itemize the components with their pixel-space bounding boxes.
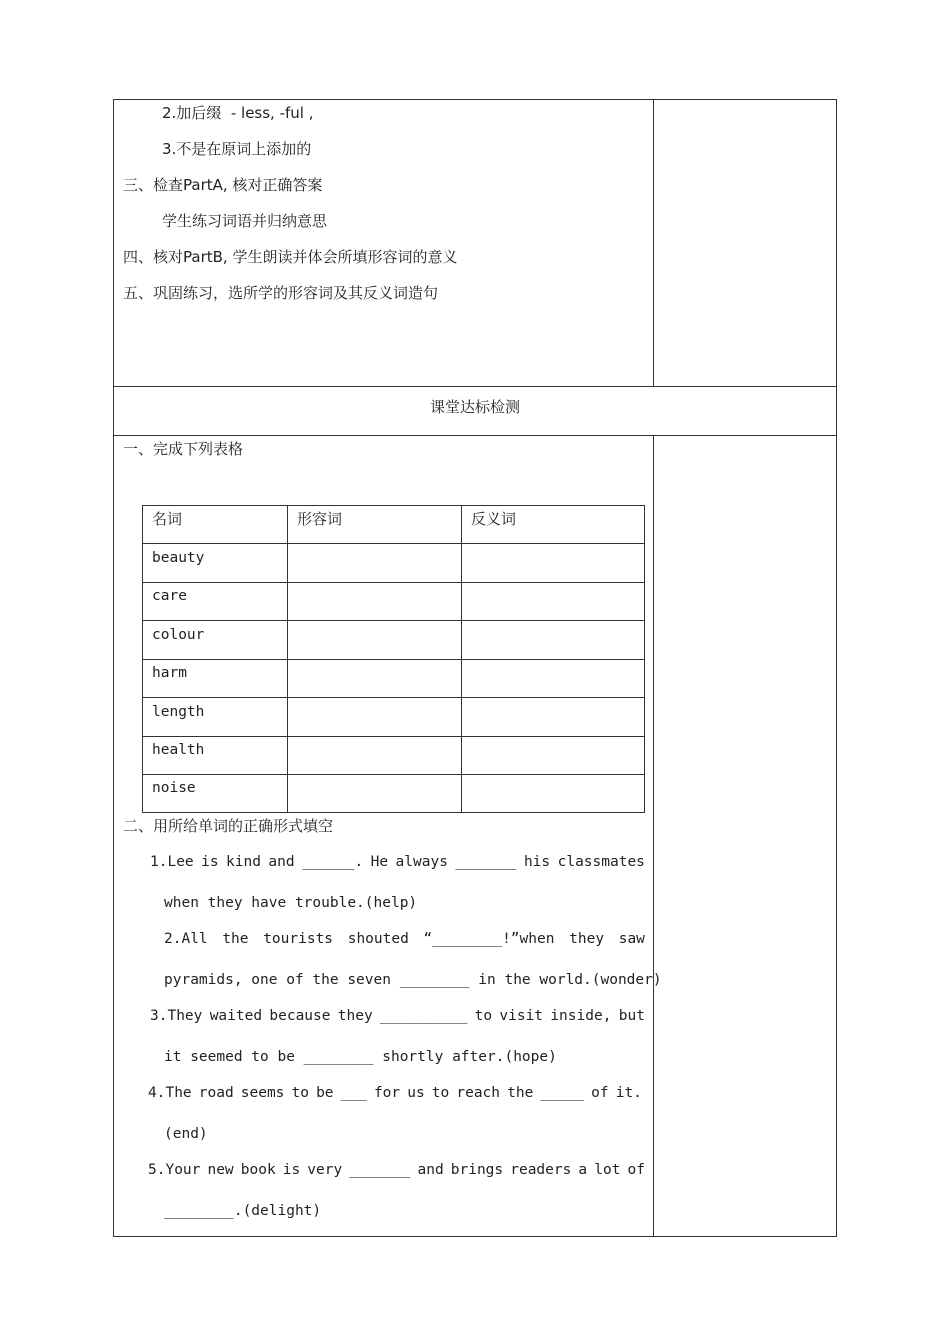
table-column-divider-top <box>653 99 654 386</box>
blank: __________ <box>380 1008 468 1024</box>
table-column-divider-bottom <box>653 435 654 1236</box>
word-table-line <box>142 543 645 544</box>
section-title: 课堂达标检测 <box>429 398 520 416</box>
table-cell-noun: beauty <box>152 550 205 566</box>
word: because <box>269 1008 331 1024</box>
word: 1.Lee <box>150 854 194 870</box>
word-table-line <box>644 505 645 813</box>
word: 4.The <box>148 1085 192 1101</box>
word-table-line <box>142 812 645 813</box>
word: reach <box>456 1085 501 1101</box>
word: He <box>370 854 389 870</box>
word: 2.All <box>164 931 208 947</box>
word: they <box>337 1008 373 1024</box>
word: shouted <box>347 931 409 947</box>
word: and <box>417 1162 444 1178</box>
table-border-left <box>113 99 114 1237</box>
word: his <box>523 854 551 870</box>
word-table-line <box>461 505 462 813</box>
word: they <box>569 931 605 947</box>
word: book <box>240 1162 276 1178</box>
word: a <box>578 1162 588 1178</box>
word: of <box>627 1162 645 1178</box>
word: to <box>291 1085 309 1101</box>
word: tourists <box>263 931 334 947</box>
exercise-item-5-line-2: ________.(delight) <box>164 1203 322 1219</box>
word: be <box>316 1085 334 1101</box>
step-line-5: 四、核对PartB, 学生朗读并体会所填形容词的意义 <box>123 248 458 266</box>
word-table-line <box>142 505 143 813</box>
table-divider-2 <box>113 435 837 436</box>
step-line-4: 学生练习词语并归纳意思 <box>162 212 328 230</box>
table-cell-noun: colour <box>152 627 205 643</box>
table-cell-noun: health <box>152 742 205 758</box>
word: seems <box>240 1085 285 1101</box>
word: waited <box>209 1008 263 1024</box>
word: visit <box>499 1008 544 1024</box>
word: us <box>407 1085 425 1101</box>
blank: ___ <box>340 1085 367 1101</box>
exercise-item-1-line-1 <box>150 852 645 872</box>
word-table-line <box>142 659 645 660</box>
blank: _______ <box>349 1162 411 1178</box>
exercise-item-2-line-2: pyramids, one of the seven ________ in the world.(wonder) <box>164 972 662 988</box>
table-cell-noun: length <box>152 704 205 720</box>
word-table-line <box>142 774 645 775</box>
word-table-line <box>287 505 288 813</box>
blank: _______ <box>455 854 517 870</box>
word: new <box>207 1162 234 1178</box>
word: classmates <box>557 854 645 870</box>
table-cell-noun: care <box>152 588 187 604</box>
word: road <box>198 1085 234 1101</box>
exercise-item-1-line-2: when they have trouble.(help) <box>164 895 418 911</box>
word: but <box>618 1008 645 1024</box>
word: 5.Your <box>148 1162 201 1178</box>
step-line-3: 三、检查PartA, 核对正确答案 <box>123 176 323 194</box>
table-cell-noun: harm <box>152 665 187 681</box>
table-border-right <box>836 99 837 1237</box>
word-table-line <box>142 620 645 621</box>
step-line-6: 五、巩固练习，选所学的形容词及其反义词造句 <box>123 284 439 302</box>
word-table-line <box>142 505 645 506</box>
word: to <box>431 1085 450 1101</box>
word: the <box>222 931 249 947</box>
exercise-1-heading: 一、完成下列表格 <box>123 440 244 458</box>
word-table-line <box>142 582 645 583</box>
exercise-item-3-line-2: it seemed to be ________ shortly after.(hope) <box>164 1049 557 1065</box>
exercise-item-2-line-1 <box>164 929 645 949</box>
table-border-bottom <box>113 1236 837 1237</box>
word: to <box>474 1008 493 1024</box>
word: kind <box>226 854 261 870</box>
word: for <box>373 1085 401 1101</box>
step-line-2: 3.不是在原词上添加的 <box>162 140 312 158</box>
exercise-item-3-line-1 <box>150 1006 645 1026</box>
exercise-2-heading: 二、用所给单词的正确形式填空 <box>123 817 334 835</box>
column-header-adjective: 形容词 <box>297 510 343 528</box>
table-border-top <box>113 99 837 100</box>
table-cell-noun: noise <box>152 780 196 796</box>
word: inside, <box>550 1008 612 1024</box>
word: is <box>201 854 219 870</box>
word: of <box>591 1085 609 1101</box>
word: is <box>282 1162 301 1178</box>
blank: ______. <box>302 854 364 870</box>
word: the <box>507 1085 534 1101</box>
word: saw <box>618 931 645 947</box>
exercise-item-5-line-1 <box>148 1160 645 1180</box>
word: readers <box>510 1162 572 1178</box>
blank: _____ <box>540 1085 585 1101</box>
table-divider-1 <box>113 386 837 387</box>
word: 3.They <box>150 1008 203 1024</box>
word: lot <box>594 1162 621 1178</box>
exercise-item-4-line-2: (end) <box>164 1126 208 1142</box>
word: always <box>395 854 448 870</box>
word: it. <box>615 1085 642 1101</box>
column-header-antonym: 反义词 <box>471 510 517 528</box>
word: brings <box>450 1162 504 1178</box>
word: and <box>268 854 295 870</box>
word: very <box>307 1162 343 1178</box>
word-table-line <box>142 697 645 698</box>
step-line-1: 2.加后缀 - less, -ful , <box>162 104 314 122</box>
word-table-line <box>142 736 645 737</box>
column-header-noun: 名词 <box>152 510 183 528</box>
blank: “________!”when <box>423 931 555 947</box>
exercise-item-4-line-1 <box>148 1083 642 1103</box>
